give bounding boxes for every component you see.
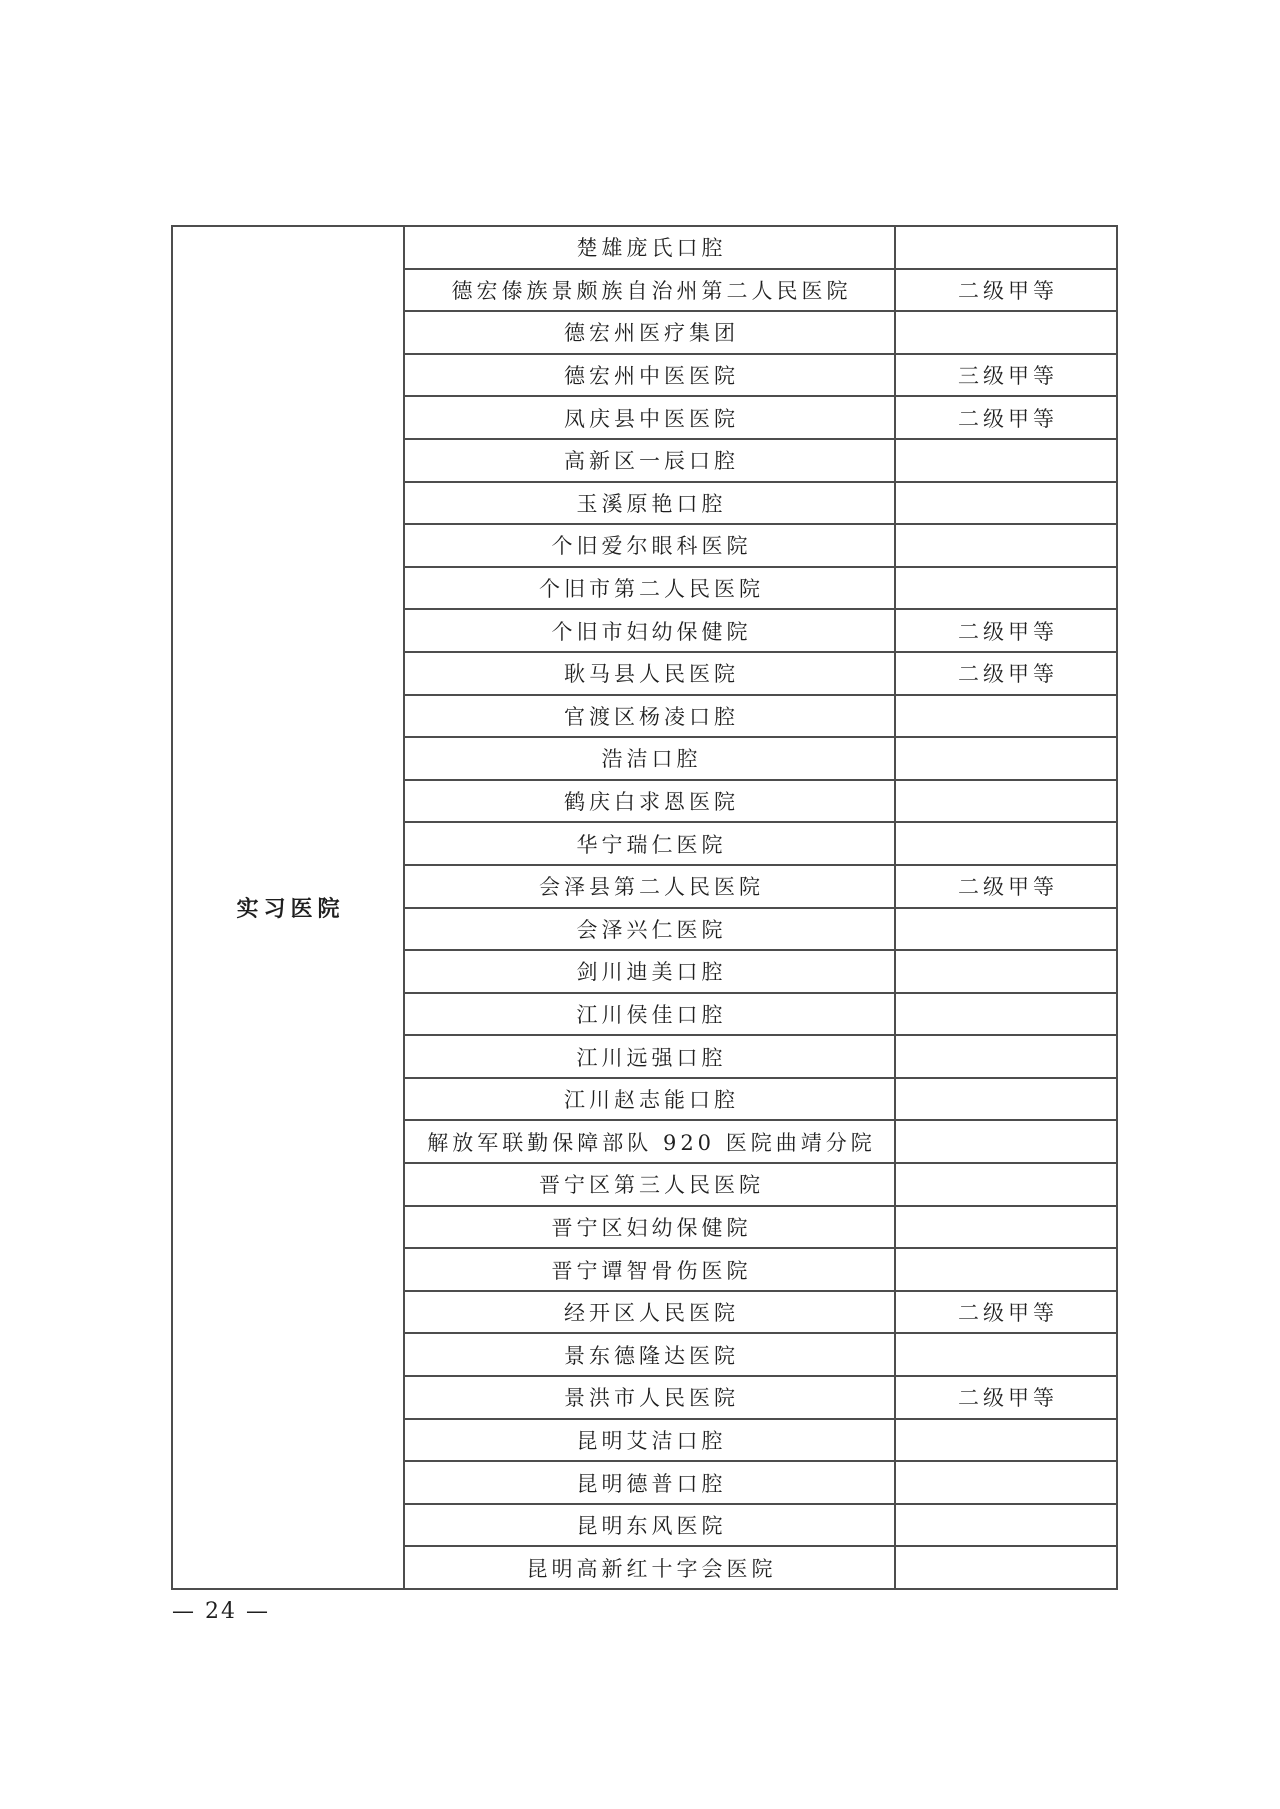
hospital-grade-cell xyxy=(896,1334,1116,1375)
hospital-name-cell: 晋宁区妇幼保健院 xyxy=(405,1207,896,1248)
hospital-grade-cell xyxy=(896,568,1116,609)
hospital-grade-cell xyxy=(896,227,1116,268)
hospital-grade-cell: 二级甲等 xyxy=(958,406,1058,431)
hospital-name-cell: 昆明德普口腔 xyxy=(405,1462,896,1503)
table-row xyxy=(405,909,1116,952)
hospital-grade-cell: 二级甲等 xyxy=(958,662,1058,687)
hospital-name-cell: 昆明艾洁口腔 xyxy=(405,1420,896,1461)
hospital-grade-cell xyxy=(896,1249,1116,1290)
hospital-grade-cell xyxy=(896,823,1116,864)
row-header-label: 实习医院 xyxy=(173,227,405,1588)
hospital-name-cell: 楚雄庞氏口腔 xyxy=(405,227,896,268)
hospital-grade-cell xyxy=(896,312,1116,353)
table-row xyxy=(405,610,1116,653)
table-row xyxy=(405,1249,1116,1292)
hospital-grade-cell xyxy=(896,525,1116,566)
table-row xyxy=(405,1377,1116,1420)
hospital-name-cell: 浩洁口腔 xyxy=(405,738,896,779)
hospital-name-cell: 玉溪原艳口腔 xyxy=(405,483,896,524)
hospital-name-cell: 个旧市妇幼保健院 xyxy=(405,610,896,651)
hospital-grade-cell xyxy=(896,951,1116,992)
table-row xyxy=(405,696,1116,739)
hospital-name-cell: 凤庆县中医医院 xyxy=(405,397,896,438)
hospital-name-cell: 德宏州医疗集团 xyxy=(405,312,896,353)
hospital-grade-cell xyxy=(896,1547,1116,1588)
table-row xyxy=(405,951,1116,994)
hospital-name-cell: 耿马县人民医院 xyxy=(405,653,896,694)
table-row xyxy=(405,355,1116,398)
table-row xyxy=(405,312,1116,355)
hospital-grade-cell: 二级甲等 xyxy=(958,1301,1058,1326)
hospital-name-cell: 个旧市第二人民医院 xyxy=(405,568,896,609)
table-row xyxy=(405,1420,1116,1463)
table-row xyxy=(405,1462,1116,1505)
hospital-grade-cell xyxy=(896,1121,1116,1162)
hospital-name-cell: 景东德隆达医院 xyxy=(405,1334,896,1375)
hospital-name-cell: 会泽县第二人民医院 xyxy=(405,866,896,907)
hospital-grade-cell xyxy=(896,738,1116,779)
hospital-name-cell: 剑川迪美口腔 xyxy=(405,951,896,992)
hospital-name-cell: 德宏州中医医院 xyxy=(405,355,896,396)
table-row xyxy=(405,823,1116,866)
table-row xyxy=(405,1292,1116,1335)
hospital-name-cell: 鹤庆白求恩医院 xyxy=(405,781,896,822)
table-row xyxy=(405,653,1116,696)
hospital-grade-cell xyxy=(896,440,1116,481)
hospital-name-cell: 昆明东风医院 xyxy=(405,1505,896,1546)
table-row xyxy=(405,1334,1116,1377)
hospital-name-cell: 解放军联勤保障部队 920 医院曲靖分院 xyxy=(405,1121,896,1162)
hospital-grade-cell xyxy=(896,994,1116,1035)
hospital-name-cell: 江川远强口腔 xyxy=(405,1036,896,1077)
hospital-name-cell: 景洪市人民医院 xyxy=(405,1377,896,1418)
table-row xyxy=(405,397,1116,440)
table-row xyxy=(405,525,1116,568)
table-row xyxy=(405,440,1116,483)
hospital-name-cell: 江川侯佳口腔 xyxy=(405,994,896,1035)
hospital-name-cell: 晋宁谭智骨伤医院 xyxy=(405,1249,896,1290)
table-row xyxy=(405,568,1116,611)
hospital-grade-cell xyxy=(896,1164,1116,1205)
hospital-name-cell: 会泽兴仁医院 xyxy=(405,909,896,950)
hospital-name-cell: 江川赵志能口腔 xyxy=(405,1079,896,1120)
hospital-grade-cell xyxy=(896,781,1116,822)
hospital-name-cell: 经开区人民医院 xyxy=(405,1292,896,1333)
hospital-grade-cell xyxy=(896,1505,1116,1546)
table-row xyxy=(405,483,1116,526)
table-row xyxy=(405,781,1116,824)
table-row xyxy=(405,270,1116,313)
table-row xyxy=(405,1505,1116,1548)
hospital-grade-cell: 三级甲等 xyxy=(958,364,1058,389)
hospital-grade-cell xyxy=(896,1462,1116,1503)
table-row xyxy=(405,1207,1116,1250)
hospital-grade-cell: 二级甲等 xyxy=(958,619,1058,644)
table-row xyxy=(405,738,1116,781)
internship-hospital-table xyxy=(171,225,1118,1590)
hospital-grade-cell xyxy=(896,696,1116,737)
table-row xyxy=(405,1547,1116,1588)
hospital-grade-cell: 二级甲等 xyxy=(958,278,1058,303)
hospital-grade-cell xyxy=(896,1420,1116,1461)
hospital-grade-cell xyxy=(896,483,1116,524)
hospital-grade-cell xyxy=(896,1207,1116,1248)
table-rows xyxy=(405,227,1116,1588)
hospital-grade-cell: 二级甲等 xyxy=(958,1386,1058,1411)
hospital-name-cell: 晋宁区第三人民医院 xyxy=(405,1164,896,1205)
hospital-grade-cell xyxy=(896,1036,1116,1077)
table-row xyxy=(405,1164,1116,1207)
hospital-name-cell: 昆明高新红十字会医院 xyxy=(405,1547,896,1588)
hospital-name-cell: 华宁瑞仁医院 xyxy=(405,823,896,864)
hospital-name-cell: 高新区一辰口腔 xyxy=(405,440,896,481)
table-row xyxy=(405,1036,1116,1079)
table-row xyxy=(405,227,1116,270)
page-number: — 24 — xyxy=(172,1599,270,1624)
hospital-name-cell: 官渡区杨凌口腔 xyxy=(405,696,896,737)
hospital-grade-cell xyxy=(896,1079,1116,1120)
table-row xyxy=(405,1079,1116,1122)
hospital-name-cell: 德宏傣族景颇族自治州第二人民医院 xyxy=(405,270,896,311)
table-row xyxy=(405,1121,1116,1164)
hospital-grade-cell: 二级甲等 xyxy=(958,875,1058,900)
hospital-grade-cell xyxy=(896,909,1116,950)
table-row xyxy=(405,994,1116,1037)
hospital-name-cell: 个旧爱尔眼科医院 xyxy=(405,525,896,566)
table-row xyxy=(405,866,1116,909)
